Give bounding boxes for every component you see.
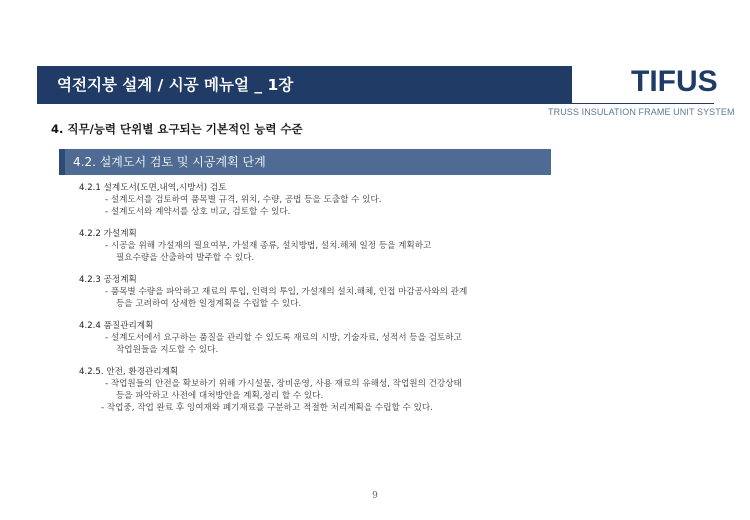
item-line: - 품목별 수량을 파악하고 재료의 투입, 인력의 투입, 가설재의 설치.해체, 인접 마감공사와의 관계	[105, 287, 468, 297]
item-line: 등을 고려하여 상세한 일정계획을 수립할 수 있다.	[116, 299, 302, 309]
header-divider-line	[572, 103, 714, 104]
item-line: 등을 파악하고 사전에 대처방안을 계획,정리 할 수 있다.	[116, 391, 324, 401]
item-title: 4.2.4 품질관리계획	[79, 321, 154, 331]
item-4-2-1	[79, 182, 549, 218]
item-line: - 작업원들의 안전을 확보하기 위해 가시설물, 장비운영, 사용 재료의 유해성, 작업원의 건강상태	[105, 379, 462, 389]
item-line: - 설계도서에서 요구하는 품질을 관리할 수 있도록 재료의 시방, 기술자료, 성적서 등을 검토하고	[105, 333, 462, 343]
section-heading: 4. 직무/능력 단위별 요구되는 기본적인 능력 수준	[51, 122, 303, 136]
document-title: 역전지붕 설계 / 시공 메뉴얼 _ 1장	[57, 76, 294, 94]
page-number: 9	[372, 491, 378, 501]
item-title: 4.2.1 설계도서(도면,내역,시방서) 검토	[79, 183, 227, 193]
item-4-2-4	[79, 320, 549, 356]
item-title: 4.2.3 공정계획	[79, 275, 137, 285]
header-title-bar	[37, 66, 572, 104]
item-line: - 설계도서를 검토하여 품목별 규격, 위치, 수량, 공법 등을 도출할 수 있다.	[105, 195, 382, 205]
item-line: 작업원들을 지도할 수 있다.	[116, 345, 219, 355]
item-line: - 설계도서와 계약서를 상호 비교, 검토할 수 있다.	[105, 207, 291, 217]
subsection-title-box	[59, 149, 551, 175]
item-4-2-5	[79, 366, 549, 414]
item-line: 필요수량을 산출하여 발주할 수 있다.	[116, 253, 255, 263]
item-title: 4.2.2 가설계획	[79, 229, 137, 239]
content-body	[79, 182, 549, 424]
item-4-2-3	[79, 274, 549, 310]
tifus-logo: TIFUS	[631, 65, 718, 98]
logo-tagline: TRUSS INSULATION FRAME UNIT SYSTEM	[548, 107, 735, 117]
subsection-title: 4.2. 설계도서 검토 및 시공계획 단계	[73, 155, 266, 169]
item-4-2-2	[79, 228, 549, 264]
item-title: 4.2.5. 안전, 환경관리계획	[79, 367, 179, 377]
item-line: - 작업중, 작업 완료 후 잉여재와 폐기재료를 구분하고 적절한 처리계획을 수립할 수 있다.	[101, 403, 433, 413]
item-line: - 시공을 위해 가설재의 필요여부, 가설재 종류, 설치방법, 설치.해체 일정 등을 계획하고	[105, 241, 432, 251]
